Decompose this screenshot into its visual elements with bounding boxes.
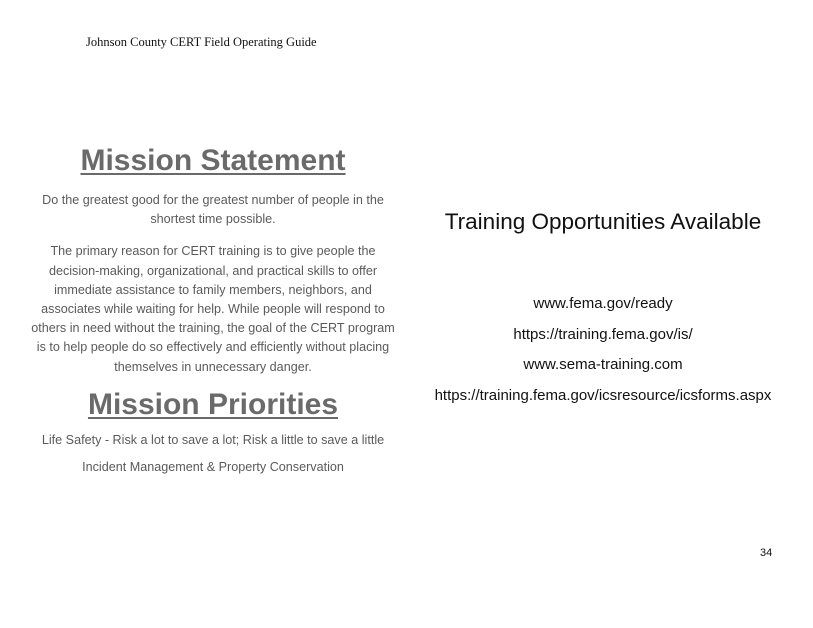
page-header-title: Johnson County CERT Field Operating Guide: [86, 35, 317, 49]
priority-item-life-safety: Life Safety - Risk a lot to save a lot; Risk a little to save a little: [41, 432, 385, 447]
cert-training-purpose-text: The primary reason for CERT training is to give people the decision-making, organizational, and practical skills to offer immediate assistance to family members, neighbors, and associates while waiting for help. While people will respond to others in need without the training, the goal of the CERT program is to help people do so effectively and efficiently without placing themselves in unnecessary danger.: [31, 244, 395, 374]
training-link-sema[interactable]: www.sema-training.com: [523, 356, 683, 373]
training-links-list: [408, 289, 798, 411]
priority-item-incident-management: Incident Management & Property Conservation: [82, 460, 344, 475]
training-section: [408, 205, 798, 427]
page-number: 34: [760, 547, 773, 559]
training-opportunities-heading: Training Opportunities Available: [444, 209, 762, 234]
training-link-fema-ready[interactable]: www.fema.gov/ready: [533, 295, 673, 312]
training-link-fema-is[interactable]: https://training.fema.gov/is/: [513, 325, 693, 343]
mission-section: [30, 142, 396, 477]
mission-statement-heading: Mission Statement: [80, 144, 346, 177]
mission-statement-text: Do the greatest good for the greatest number of people in the shortest time possible.: [42, 193, 384, 227]
training-link-ics-forms[interactable]: https://training.fema.gov/icsresource/icsforms.aspx: [434, 386, 772, 404]
mission-priorities-heading: Mission Priorities: [87, 387, 339, 421]
